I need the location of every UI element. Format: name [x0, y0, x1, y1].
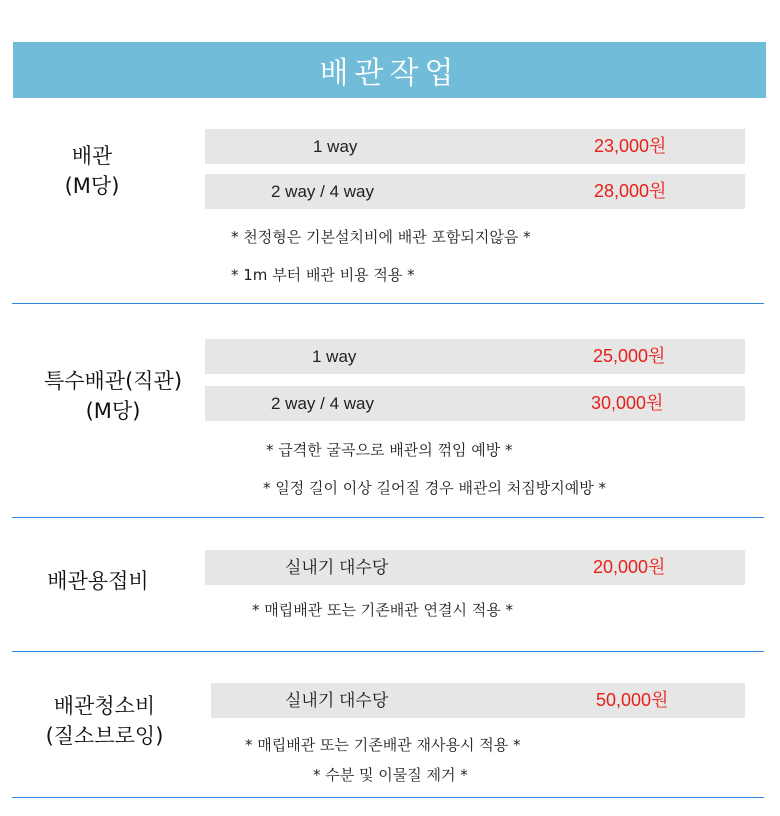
row-item-price: 25,000원: [593, 346, 666, 366]
section-divider: [12, 797, 764, 798]
row-item-price: 20,000원: [593, 557, 666, 577]
price-row-2way-4way: [205, 174, 745, 209]
price-row-per-indoor-unit: [211, 683, 745, 718]
price-row-1way: [205, 129, 745, 164]
price-row-1way: [205, 339, 745, 374]
row-item-price: 28,000원: [594, 181, 667, 201]
row-item-name: 1 way: [312, 347, 357, 366]
price-row-per-indoor-unit: [205, 550, 745, 585]
section-label-welding: 배관용접비: [47, 569, 149, 593]
section-label-piping: 배관 (M당): [64, 144, 120, 198]
note-text: * 천정형은 기본설치비에 배관 포함되지않음 *: [231, 228, 531, 246]
note-text: * 매립배관 또는 기존배관 연결시 적용 *: [252, 601, 513, 619]
section-divider: [12, 651, 764, 652]
note-text: * 급격한 굴곡으로 배관의 꺾임 예방 *: [266, 441, 513, 459]
title-banner: [13, 42, 766, 98]
row-item-name: 실내기 대수당: [285, 691, 389, 710]
section-label-special-piping: 특수배관(직관) (M당): [43, 369, 183, 423]
page-title: 배관작업: [319, 56, 460, 91]
row-item-name: 2 way / 4 way: [271, 182, 374, 201]
row-item-name: 1 way: [313, 137, 358, 156]
price-row-2way-4way: [205, 386, 745, 421]
note-text: * 수분 및 이물질 제거 *: [313, 766, 468, 784]
section-divider: [12, 303, 764, 304]
row-item-name: 2 way / 4 way: [271, 394, 374, 413]
section-divider: [12, 517, 764, 518]
note-text: * 1m 부터 배관 비용 적용 *: [231, 266, 415, 284]
section-label-cleaning: 배관청소비 (질소브로잉): [45, 694, 164, 748]
row-item-price: 30,000원: [591, 393, 664, 413]
row-item-price: 50,000원: [596, 690, 669, 710]
note-text: * 매립배관 또는 기존배관 재사용시 적용 *: [245, 736, 521, 754]
row-item-name: 실내기 대수당: [285, 558, 389, 577]
note-text: * 일정 길이 이상 길어질 경우 배관의 처짐방지예방 *: [263, 479, 606, 497]
row-item-price: 23,000원: [594, 136, 667, 156]
